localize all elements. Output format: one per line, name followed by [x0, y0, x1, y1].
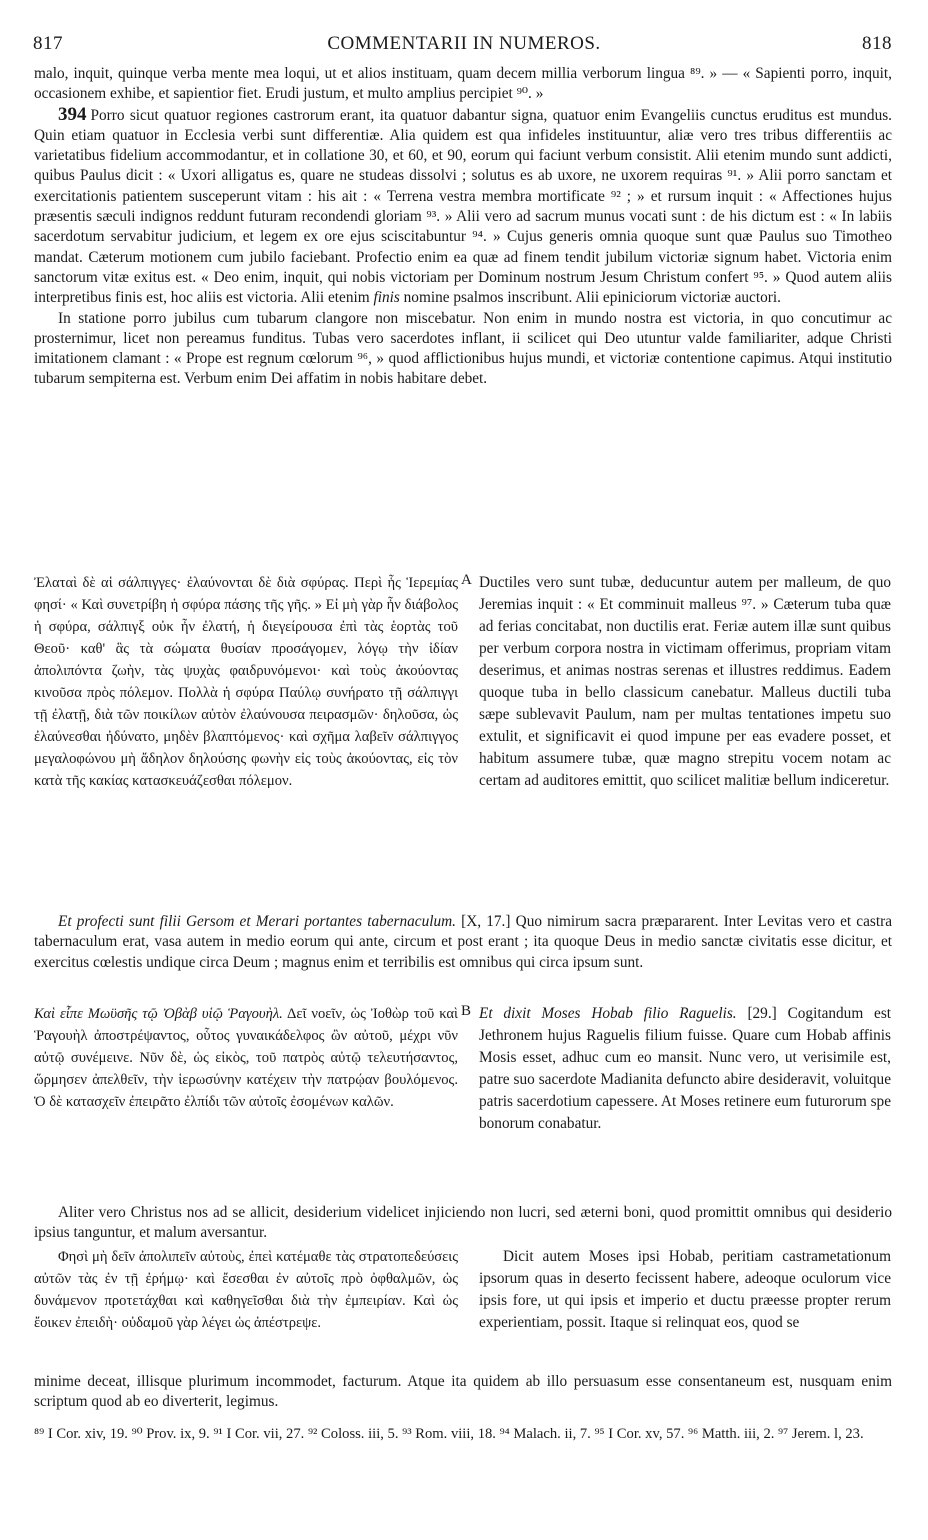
greek-text-3: Φησὶ μὴ δεῖν ἀπολιπεῖν αὐτοὺς, ἐπεὶ κατέμαθε τὰς στρατοπεδεύσεις αὐτῶν τὰς ἐν τῇ ἐρήμῳ· καὶ ἔσεσθαι ἐν αὐτοῖς πρὸ ὀφθαλμῶν, ὡς δυνάμενον προτετάχθαι καὶ καθηγεῖσθαι διὰ τὴν ἐμπειρίαν. Καὶ ὡς ἔοικεν ἐπειδὴ· οὐδαμοῦ γὰρ λέγει ὡς ἀπέστρεψε.: [34, 1249, 458, 1331]
latin-lemma: Et dixit Moses Hobab filio Raguelis.: [479, 1005, 737, 1022]
lemma-commentary: Quo nimirum sacra præpararent. Inter Levitas vero et castra tabernaculum erat, vasa autem in medio eorum qui ante, circum et post erant ; ita quoque Deus in medio sanctæ civitatis esse dicitur, et exercitus cœlestis undique circa Deum ; magnus enim et terribilis est omnibus qui circa ipsum sunt.: [34, 913, 892, 971]
latin-text-1: Ductiles vero sunt tubæ, deducuntur autem per malleum, de quo Jeremias inquit : « Et comminuit malleus ⁹⁷. » Cæterum tuba quæ ad ferias concitabat, non ductilis erat. Feriæ autem illæ sunt quibus per verbum corpora nostra in victimam offerimus, propriam vitam deserimus, et animas nostras serenas et illustres reddimus. Eadem quoque tuba in bello classicum canebatur. Malleus ductili tuba sæpe sublevavit Paulum, nam per multas tentationes impetu suo extulit, et significavit ei quod impune per eas evadere posset, et habitum assumere tubæ, quæ magno strepitu vocem notam ac certam ad auditores emittit, quo scilicet malitiæ bellum indiceretur.: [479, 574, 891, 789]
middle-block: [34, 912, 892, 973]
section-text: Porro sicut quatuor regiones castrorum erant, ita quatuor dabantur signa, quatuor enim Evangeliis cunctus eruditus est mundus. Quin etiam quatuor in Ecclesia verbi sunt differentiæ. Alia quidem est qua infideles instituuntur, aliæ vero tres tribus differentiis ac varietatibus fidelium accommodantur, et in collatione 30, et 60, et 90, eorum qui faciunt verbum consistit. Alii etenim mundo sunt addicti, quibus Paulus dicit : « Uxori alligatus es, quare ne studeas dissolvi ; solutus es ab uxore, ne uxorem requiras ⁹¹. » Alii porro sanctam et exercitationis patientem susceperunt vitam : his ait : « Terrena vestra membra mortificate ⁹² ; » et rursum inquit : « Affectiones hujus præsentis sæculi indignos reddunt futuram recondendi gloriam ⁹³. » Alii vero ad sacrum munus vocati sunt : de his dictum est : « In labiis sacerdotum servabitur judicium, et legem ex ore ejus sciscitabuntur ⁹⁴. » Cujus generis omnia quoque sunt quæ Paulus suo Timotheo mandat. Cæterum motionem cum jubilo faciebant. Profectio enim ea quæ ad finem tendit jubilum victoriæ signum habet. Victoria enim sanctorum vitæ exitus est. « Deo enim, inquit, qui nobis victoriam per Dominum nostrum Jesum Christum confert ⁹⁵. » Quod autem aliis interpretibus finis est, hoc aliis est victoria. Alii etenim: [34, 106, 892, 307]
column-marker-a: A: [461, 572, 472, 588]
statione-paragraph: In statione porro jubilus cum tubarum clangore non miscebatur. Non enim in mundo nostra est victoria, in quo concutimur ac prosternimur, licet non pereamus funditus. Tubas vero sacerdotes inflant, ii scilicet qui Deo utuntur valde familiariter, adque Christi imitationem clamant : « Prope est regnum cœlorum ⁹⁶, » quod afflictionibus hujus mundi, et victoriæ contentione capimus. Atqui institutio tubarum sempiterna est. Verbum enim Dei affatim in nobis habitare debet.: [34, 309, 892, 388]
column-marker-b: B: [461, 1003, 472, 1019]
greek-lemma: Καὶ εἶπε Μωϋσῆς τῷ Ὀβὰβ υἱῷ Ῥαγουὴλ.: [34, 1006, 283, 1022]
latin-column-3: [479, 1246, 891, 1334]
section-paragraph: [34, 105, 892, 309]
greek-body-2: Δεῖ νοεῖν, ὡς Ἰοθὼρ τοῦ καὶ Ῥαγουὴλ ἀποστρέψαντος, οὗτος γυναικάδελφος ὢν αὐτοῦ, μέχρι νῦν αὐτῷ συνέμεινε. Νῦν δὲ, ὡς εἰκὸς, τοῦ πατρὸς αὐτῷ τελευτήσαντος, ὥρμησεν ἀπελθεῖν, τὴν ἱερωσύνην κατέχειν τὴν πατρῴαν βουλόμενος. Ὁ δὲ κατασχεῖν ἐπειρᾶτο ἐλπίδι τῶν αὐτοῖς ἐσομένων καλῶν.: [34, 1006, 458, 1110]
closing-block: [34, 1372, 892, 1413]
footnotes: [34, 1425, 892, 1444]
lemma-ref: [X, 17.]: [461, 913, 511, 930]
greek-text-1: Ἐλαταὶ δὲ αἱ σάλπιγγες· ἐλαύνονται δὲ διὰ σφύρας. Περὶ ἧς Ἱερεμίας φησί· « Καὶ συνετρίβη ἡ σφύρα πάσης τῆς γῆς. » Εἰ μὴ γὰρ ἦν διάβολος ἡ σφύρα, σάλπιγξ οὐκ ἦν ἐλατή, ἡ διεγείρουσα ἐπὶ τὰς ἑορτὰς τοῦ Θεοῦ· καθ' ἃς τὰ σώματα θυσίαν προσάγομεν, λόγῳ τὴν ἰδίαν ἀπολιπόντα ζωὴν, τὰς ψυχὰς φαιδρυνόμενοι· καὶ τοὺς ἀκούοντας κινοῦσα πρὸς πόλεμον. Πολλὰ ἡ σφύρα Παύλῳ συνήρατο τῇ σάλπιγγι τῇ ἐλατῇ, διὰ τῶν ποικίλων αὐτὸν ἐλαύνουσα πειρασμῶν· δηλοῦσα, ὡς ἐλαύνεσθαι ἠδύνατο, μηδὲν βλαπτόμενος· καὶ σχῆμα λαβεῖν σάλπιγγος μεγαλοφώνου μὴ ἄδηλον δηλούσης φωνὴν εἰς τοὺς ἀκούοντας, εἰς τὸν κατὰ τῆς κακίας κατασκευάζεσθαι πόλεμον.: [34, 575, 458, 789]
page-number-right: 818: [862, 33, 892, 54]
latin-column-1: [479, 572, 891, 792]
lemma: Et profecti sunt filii Gersom et Merari portantes tabernaculum.: [58, 913, 456, 930]
lemma-paragraph: [34, 912, 892, 973]
section-number: 394: [58, 103, 87, 125]
latin-body-2: Cogitandum est Jethronem hujus Raguelis filium fuisse. Quare cum Hobab affinis Mosis esset, adhuc cum eo mansit. Nunc vero, ut verisimile est, patre suo sacerdote Madianita defuncto abire desideravit, voluitque patris sacerdotium capessere. At Moses retinere eum futurorum spe bonorum conabatur.: [479, 1005, 892, 1132]
greek-column-1: [34, 572, 458, 792]
latin-ref: [29.]: [747, 1005, 777, 1022]
aliter-paragraph: Aliter vero Christus nos ad se allicit, desiderium videlicet injiciendo non lucri, sed æterni boni, quod promittit omnibus qui desiderio ipsius tanguntur, et malum aversantur.: [34, 1204, 892, 1242]
greek-text-2: [34, 1003, 458, 1113]
running-title: COMMENTARII IN NUMEROS.: [327, 33, 601, 54]
opening-block: [34, 64, 892, 390]
page-number-left: 817: [33, 33, 63, 54]
aliter-block: [34, 1203, 892, 1244]
greek-column-2: [34, 1003, 458, 1113]
section-text-end: nomine psalmos inscribunt. Alii epiniciorum victoriæ auctori.: [403, 289, 781, 307]
greek-column-3: [34, 1246, 458, 1334]
footnotes-text: ⁸⁹ I Cor. xiv, 19. ⁹⁰ Prov. ix, 9. ⁹¹ I Cor. vii, 27. ⁹² Coloss. iii, 5. ⁹³ Rom. viii, 18. ⁹⁴ Malach. ii, 7. ⁹⁵ I Cor. xv, 57. ⁹⁶ Matth. iii, 2. ⁹⁷ Jerem. l, 23.: [34, 1426, 864, 1442]
italic-word: finis: [373, 289, 400, 307]
latin-column-2: [479, 1003, 891, 1135]
latin-text-3: Dicit autem Moses ipsi Hobab, peritiam castrametationum ipsorum quas in deserto fecissent habere, adeoque oculorum vice ipsis fore, ut qui ipsis et imperio et ductu præesse propter rerum experientiam, possit. Itaque si relinquat eos, quod se: [479, 1248, 891, 1331]
closing-paragraph: minime deceat, illisque plurimum incommodet, facturum. Atque ita quidem ab illo persuasum esse consentaneum est, nusquam enim scriptum quod ab eo diverterit, legimus.: [34, 1373, 892, 1411]
latin-text-2: [479, 1003, 891, 1135]
opening-paragraph: malo, inquit, quinque verba mente mea loqui, ut et alios instituam, quam decem millia verborum lingua ⁸⁹. » — « Sapienti porro, inquit, occasionem exhibe, et sapientior fiet. Erudi justum, et multo amplius percipiet ⁹⁰. »: [34, 65, 892, 103]
